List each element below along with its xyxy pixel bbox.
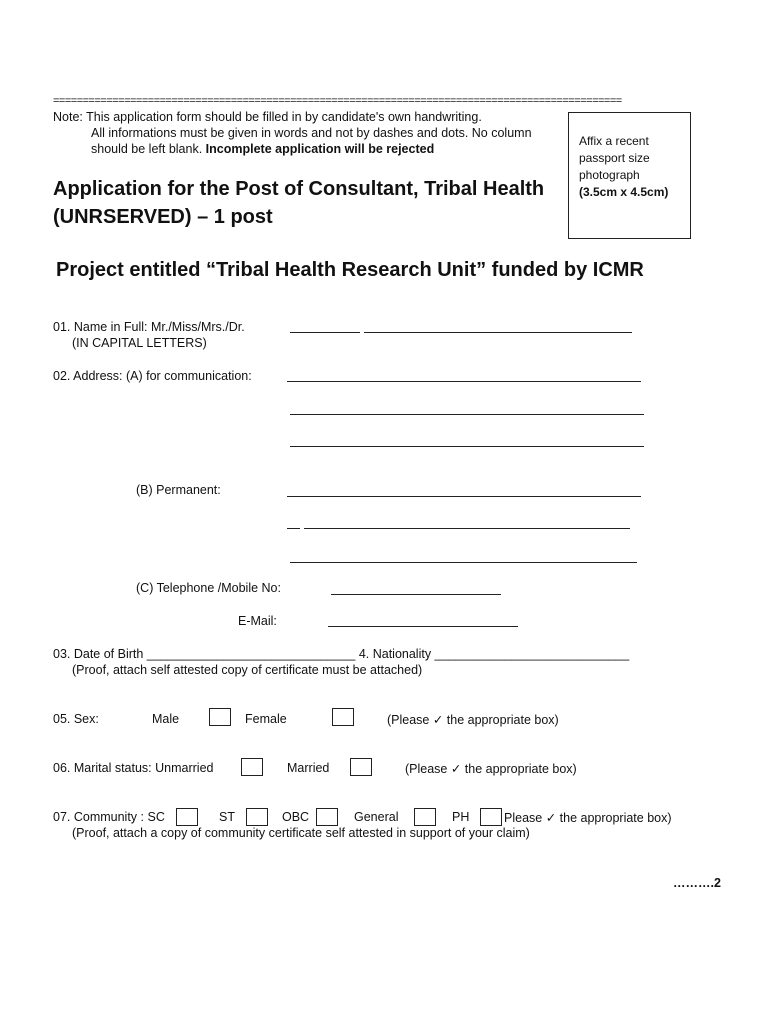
community-ph-label: PH — [452, 810, 470, 824]
permanent-label: (B) Permanent: — [136, 483, 221, 497]
note-line-3-text: should be left blank. — [91, 142, 206, 156]
marital-note: (Please ✓ the appropriate box) — [405, 762, 577, 776]
dob-sublabel: (Proof, attach self attested copy of certificate must be attached) — [72, 663, 423, 677]
note-line-3 — [91, 142, 434, 156]
sex-male-label: Male — [152, 712, 180, 726]
email-field[interactable] — [328, 626, 518, 627]
community-ph-checkbox[interactable] — [480, 808, 502, 826]
address-comm-line-3[interactable] — [290, 446, 644, 447]
community-st-checkbox[interactable] — [246, 808, 268, 826]
separator-line: ================================================================================================ — [53, 95, 622, 107]
community-general-checkbox[interactable] — [414, 808, 436, 826]
address-perm-line-2b[interactable] — [304, 528, 630, 529]
community-obc-checkbox[interactable] — [316, 808, 338, 826]
photo-line-3: photograph — [579, 168, 640, 182]
address-comm-line-2[interactable] — [290, 414, 644, 415]
project-title: Project entitled “Tribal Health Research Unit” funded by ICMR — [56, 259, 644, 281]
community-sublabel: (Proof, attach a copy of community certificate self attested in support of your claim) — [72, 826, 530, 840]
address-perm-line-3[interactable] — [290, 562, 637, 563]
sex-label: 05. Sex: — [53, 712, 99, 726]
phone-label: (C) Telephone /Mobile No: — [136, 581, 281, 595]
community-st-label: ST — [219, 810, 235, 824]
marital-label: 06. Marital status: Unmarried — [53, 761, 214, 775]
community-note: Please ✓ the appropriate box) — [504, 811, 672, 825]
sex-male-checkbox[interactable] — [209, 708, 231, 726]
sex-note: (Please ✓ the appropriate box) — [387, 713, 559, 727]
address-label: 02. Address: (A) for communication: — [53, 369, 252, 383]
dob-nationality-line[interactable]: 03. Date of Birth ______________________________ 4. Nationality ____________________________ — [53, 647, 630, 661]
marital-married-checkbox[interactable] — [350, 758, 372, 776]
name-title-field[interactable] — [290, 332, 360, 333]
marital-unmarried-checkbox[interactable] — [241, 758, 263, 776]
page-title-line-2: (UNRSERVED) – 1 post — [53, 206, 273, 228]
photo-line-1: Affix a recent — [579, 134, 649, 148]
page-title-line-1: Application for the Post of Consultant, Tribal Health — [53, 178, 545, 200]
photo-line-2: passport size — [579, 151, 650, 165]
phone-field[interactable] — [331, 594, 501, 595]
name-sublabel: (IN CAPITAL LETTERS) — [72, 336, 207, 350]
address-perm-line-1[interactable] — [287, 496, 641, 497]
community-label: 07. Community : SC — [53, 810, 165, 824]
email-label: E-Mail: — [238, 614, 277, 628]
sex-female-checkbox[interactable] — [332, 708, 354, 726]
marital-married-label: Married — [287, 761, 330, 775]
community-obc-label: OBC — [282, 810, 310, 824]
sex-female-label: Female — [245, 712, 287, 726]
page-number: ……….2 — [673, 876, 721, 890]
name-field[interactable] — [364, 332, 632, 333]
address-comm-line-1[interactable] — [287, 381, 641, 382]
note-warning: Incomplete application will be rejected — [205, 142, 435, 156]
community-general-label: General — [354, 810, 399, 824]
community-sc-checkbox[interactable] — [176, 808, 198, 826]
address-perm-line-2a[interactable] — [287, 528, 300, 529]
note-line-2: All informations must be given in words and not by dashes and dots. No column — [91, 126, 532, 140]
name-label: 01. Name in Full: Mr./Miss/Mrs./Dr. — [53, 320, 245, 334]
note-line-1: Note: This application form should be filled in by candidate's own handwriting. — [53, 110, 482, 124]
photo-size: (3.5cm x 4.5cm) — [579, 185, 669, 199]
photo-placeholder-box[interactable] — [568, 112, 691, 239]
